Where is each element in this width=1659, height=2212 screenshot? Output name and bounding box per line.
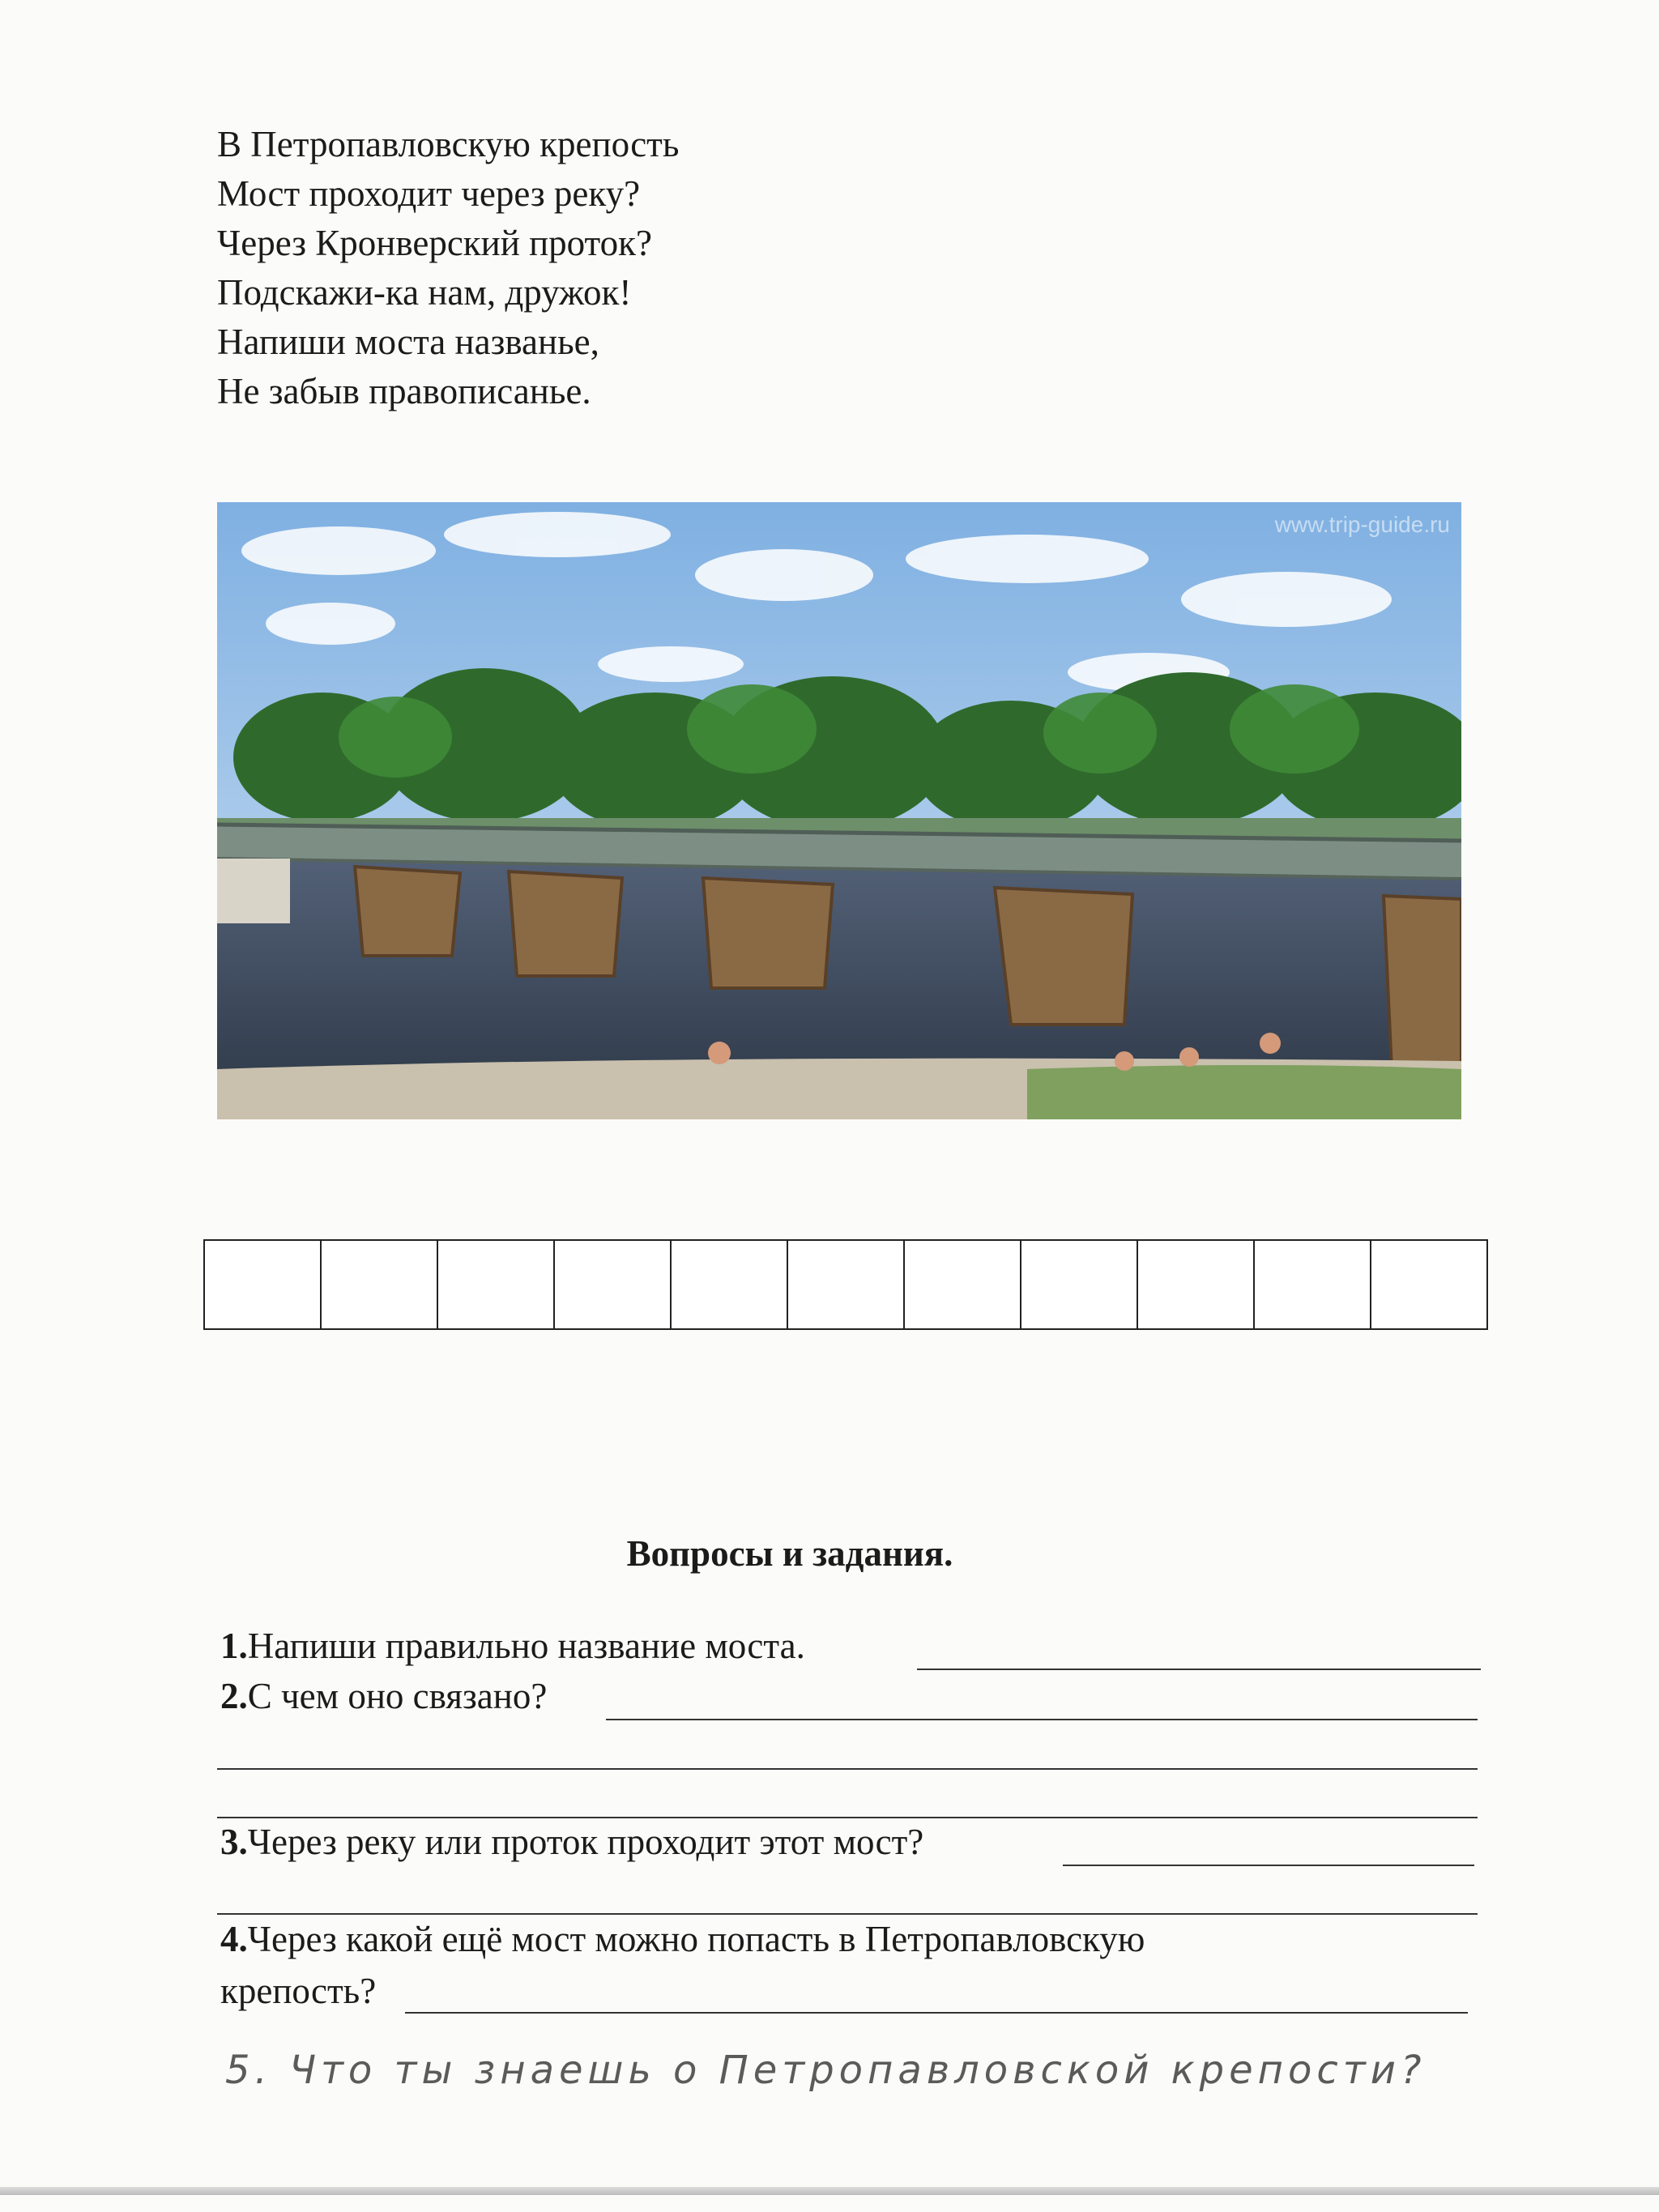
- answer-cell[interactable]: [788, 1239, 905, 1330]
- answer-cell[interactable]: [438, 1239, 555, 1330]
- answer-line-3b[interactable]: [217, 1913, 1478, 1915]
- poem: [217, 120, 679, 416]
- question-4: [220, 1918, 1145, 1960]
- poem-line: Через Кронверский проток?: [217, 223, 652, 263]
- answer-line-2c[interactable]: [217, 1817, 1478, 1818]
- answer-line-4[interactable]: [405, 2012, 1468, 2014]
- poem-line: Не забыв правописанье.: [217, 371, 591, 411]
- answer-cell[interactable]: [905, 1239, 1021, 1330]
- question-5-handwritten: [225, 2048, 1426, 2093]
- question-4-continued: [220, 1970, 376, 2012]
- page-bottom-edge: [0, 2187, 1659, 2195]
- answer-cell[interactable]: [1138, 1239, 1255, 1330]
- answer-cell[interactable]: [672, 1239, 788, 1330]
- answer-cell[interactable]: [322, 1239, 438, 1330]
- question-1: [220, 1625, 805, 1667]
- question-number: 4.: [220, 1919, 248, 1959]
- section-title: Вопросы и задания.: [626, 1533, 953, 1574]
- question-text: Что ты знаешь о Петропавловской крепости?: [289, 2048, 1427, 2093]
- question-text: Через какой ещё мост можно попасть в Петропавловскую: [247, 1919, 1145, 1959]
- answer-cell[interactable]: [555, 1239, 672, 1330]
- bridge-photo: [217, 502, 1461, 1119]
- answer-grid: [203, 1239, 1488, 1330]
- question-number: 1.: [220, 1626, 248, 1666]
- answer-line-2b[interactable]: [217, 1768, 1478, 1770]
- answer-cell[interactable]: [1021, 1239, 1138, 1330]
- question-3: [220, 1821, 923, 1863]
- answer-cell[interactable]: [205, 1239, 322, 1330]
- question-text: Напиши правильно название моста.: [247, 1626, 805, 1666]
- poem-line: Напиши моста названье,: [217, 322, 599, 362]
- answer-line-1[interactable]: [917, 1669, 1481, 1670]
- question-number: 3.: [220, 1822, 248, 1862]
- question-text: крепость?: [220, 1971, 377, 2011]
- poem-line: Мост проходит через реку?: [217, 173, 641, 214]
- poem-line: Подскажи-ка нам, дружок!: [217, 272, 632, 313]
- question-text: С чем оно связано?: [247, 1676, 548, 1716]
- answer-cell[interactable]: [1255, 1239, 1371, 1330]
- question-2: [220, 1675, 547, 1717]
- photo-watermark: www.trip-guide.ru: [1274, 512, 1450, 537]
- poem-line: В Петропавловскую крепость: [217, 124, 680, 164]
- bridge-illustration: [217, 502, 1461, 1119]
- answer-cell[interactable]: [1371, 1239, 1488, 1330]
- question-number: 2.: [220, 1676, 248, 1716]
- question-text: Через реку или проток проходит этот мост?: [247, 1822, 924, 1862]
- answer-line-2[interactable]: [606, 1719, 1478, 1720]
- answer-line-3[interactable]: [1063, 1865, 1474, 1866]
- question-number: 5.: [225, 2048, 272, 2093]
